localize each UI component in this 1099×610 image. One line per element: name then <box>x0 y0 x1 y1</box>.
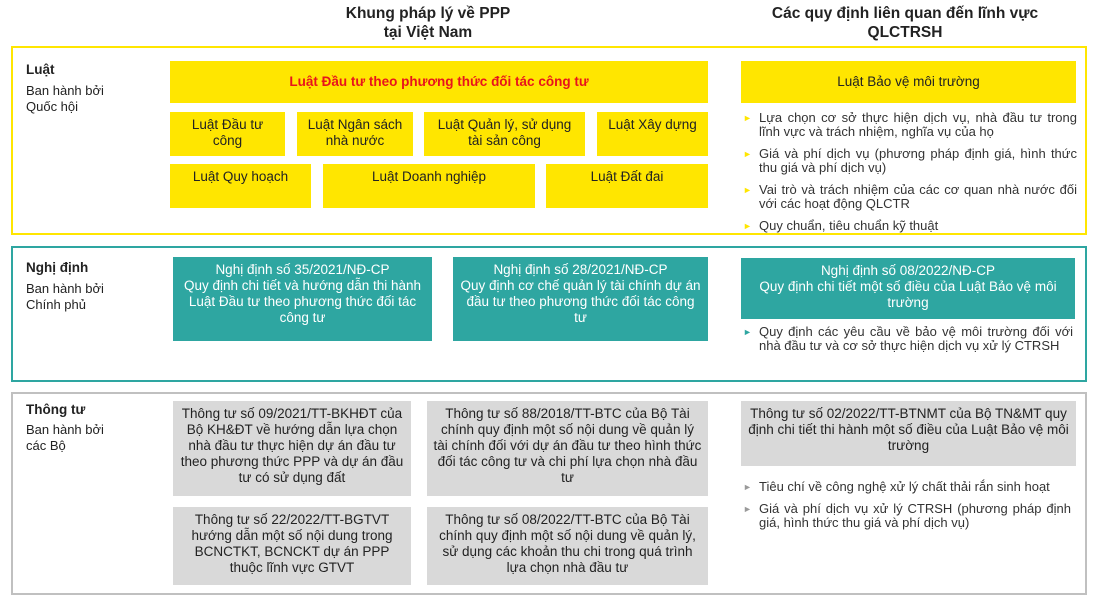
law-box-tai-san-cong <box>424 112 585 156</box>
circular-label: Thông tư số 22/2022/TT-BGTVT hướng dẫn một số nội dung trong BCNCTKT, BCNCKT dự án PPP thuộc lĩnh vực GTVT <box>191 512 393 575</box>
law-label: Luật Ngân sách nhà nước <box>307 117 403 148</box>
law-environment-label: Luật Bảo vệ môi trường <box>837 74 980 89</box>
bullet-text: Quy chuẩn, tiêu chuẩn kỹ thuật <box>759 218 939 233</box>
list-item <box>741 480 1071 494</box>
triangle-right-icon: ► <box>743 221 752 231</box>
header-left-line2: tại Việt Nam <box>383 24 473 41</box>
law-label: Luật Đầu tư công <box>191 117 264 148</box>
section-sub-nghi-dinh-line1: Ban hành bởi <box>26 281 104 296</box>
section-sub-thong-tu-line2: các Bộ <box>26 438 66 453</box>
header-left <box>310 4 546 42</box>
header-right <box>730 4 1080 42</box>
law-label: Luật Quy hoạch <box>192 169 289 184</box>
circular-box-02-2022 <box>741 401 1076 466</box>
list-item <box>741 219 1077 233</box>
header-right-line1: Các quy định liên quan đến lĩnh vực <box>771 5 1039 22</box>
triangle-right-icon: ► <box>743 113 752 123</box>
section-sub-thong-tu <box>26 422 156 454</box>
triangle-right-icon: ► <box>743 149 752 159</box>
decree-content <box>179 262 426 326</box>
triangle-right-icon: ► <box>743 504 752 514</box>
list-item <box>741 502 1071 530</box>
triangle-right-icon: ► <box>743 482 752 492</box>
section-title-thong-tu: Thông tư <box>26 402 86 417</box>
decree-desc: Quy định cơ chế quản lý tài chính dự án đầu tư theo phương thức đối tác công tư <box>460 278 701 325</box>
section-sub-luat <box>26 83 156 115</box>
section-sub-thong-tu-line1: Ban hành bởi <box>26 422 104 437</box>
header-left-line1: Khung pháp lý về PPP <box>345 5 511 22</box>
list-item <box>741 325 1073 353</box>
triangle-right-icon: ► <box>743 327 752 337</box>
section-sub-luat-line2: Quốc hội <box>26 99 79 114</box>
list-item <box>741 183 1077 211</box>
circular-box-88-2018 <box>427 401 708 496</box>
triangle-right-icon: ► <box>743 185 752 195</box>
list-item <box>741 147 1077 175</box>
list-item <box>741 111 1077 139</box>
bullet-text: Vai trò và trách nhiệm của các cơ quan nhà nước đối với các hoạt động QLCTR <box>759 182 1077 211</box>
law-label: Luật Doanh nghiệp <box>371 169 487 184</box>
circular-label: Thông tư số 08/2022/TT-BTC của Bộ Tài chính quy định một số nội dung về quản lý, sử dụng các khoản thu chi trong quá trình lựa chọn nhà đầu tư <box>439 512 696 575</box>
law-environment-bullets <box>741 111 1077 233</box>
section-sub-nghi-dinh <box>26 281 156 313</box>
bullet-text: Quy định các yêu cầu về bảo vệ môi trường đối với nhà đầu tư và cơ sở thực hiện dịch vụ xử lý CTRSH <box>759 324 1073 353</box>
decree-code: Nghị định số 28/2021/NĐ-CP <box>493 262 668 277</box>
law-label: Luật Đất đai <box>590 169 664 184</box>
decree-content <box>747 263 1069 311</box>
decree-box-08-2022 <box>741 258 1075 319</box>
decree-code: Nghị định số 08/2022/NĐ-CP <box>820 263 996 278</box>
law-box-quy-hoach <box>170 164 311 208</box>
section-title-nghi-dinh: Nghị định <box>26 260 89 275</box>
bullet-text: Giá và phí dịch vụ (phương pháp định giá, hình thức thu giá và phí dịch vụ) <box>759 146 1077 175</box>
header-right-line2: QLCTRSH <box>867 24 943 41</box>
law-box-ngan-sach <box>297 112 413 156</box>
circular-box-08-2022 <box>427 507 708 585</box>
decree-desc: Quy định chi tiết một số điều của Luật Bảo vệ môi trường <box>759 279 1057 310</box>
law-box-dat-dai <box>546 164 708 208</box>
law-ppp-box <box>170 61 708 103</box>
bullet-text: Lựa chọn cơ sở thực hiện dịch vụ, nhà đầu tư trong lĩnh vực và trách nhiệm, nghĩa vụ của họ <box>759 110 1077 139</box>
law-ppp-label: Luật Đầu tư theo phương thức đối tác công tư <box>289 74 589 89</box>
decree-bullets <box>741 325 1073 353</box>
decree-box-28-2021 <box>453 257 708 341</box>
law-label: Luật Quản lý, sử dụng tài sản công <box>437 117 572 148</box>
decree-desc: Quy định chi tiết và hướng dẫn thi hành Luật Đầu tư theo phương thức đối tác công tư <box>183 278 422 325</box>
law-label: Luật Xây dựng <box>608 117 697 132</box>
decree-box-35-2021 <box>173 257 432 341</box>
circular-label: Thông tư số 02/2022/TT-BTNMT của Bộ TN&MT quy định chi tiết thi hành một số điều của Luật Bảo vệ môi trường <box>748 406 1069 453</box>
decree-content <box>459 262 702 326</box>
law-box-doanh-nghiep <box>323 164 535 208</box>
section-sub-luat-line1: Ban hành bởi <box>26 83 104 98</box>
law-environment-box <box>741 61 1076 103</box>
circular-label: Thông tư số 88/2018/TT-BTC của Bộ Tài chính quy định một số nội dung về quản lý tài chính đối với dự án đầu tư theo hình thức đối tác công tư và chi phí lựa chọn nhà đầu tư <box>433 406 702 485</box>
section-sub-nghi-dinh-line2: Chính phủ <box>26 297 86 312</box>
bullet-text: Giá và phí dịch vụ xử lý CTRSH (phương pháp định giá, hình thức thu giá và phí dịch vụ) <box>759 501 1071 530</box>
circular-box-09-2021 <box>173 401 411 496</box>
law-box-dau-tu-cong <box>170 112 285 156</box>
section-title-luat: Luật <box>26 62 55 77</box>
law-box-xay-dung <box>597 112 708 156</box>
bullet-text: Tiêu chí về công nghệ xử lý chất thải rắn sinh hoạt <box>759 479 1050 494</box>
circular-box-22-2022 <box>173 507 411 585</box>
circular-label: Thông tư số 09/2021/TT-BKHĐT của Bộ KH&ĐT về hướng dẫn lựa chọn nhà đầu tư thực hiện dự án đầu tư theo phương thức PPP và dự án đầu tư có sử dụng đất <box>180 406 404 485</box>
decree-code: Nghị định số 35/2021/NĐ-CP <box>215 262 390 277</box>
circular-bullets <box>741 480 1071 530</box>
